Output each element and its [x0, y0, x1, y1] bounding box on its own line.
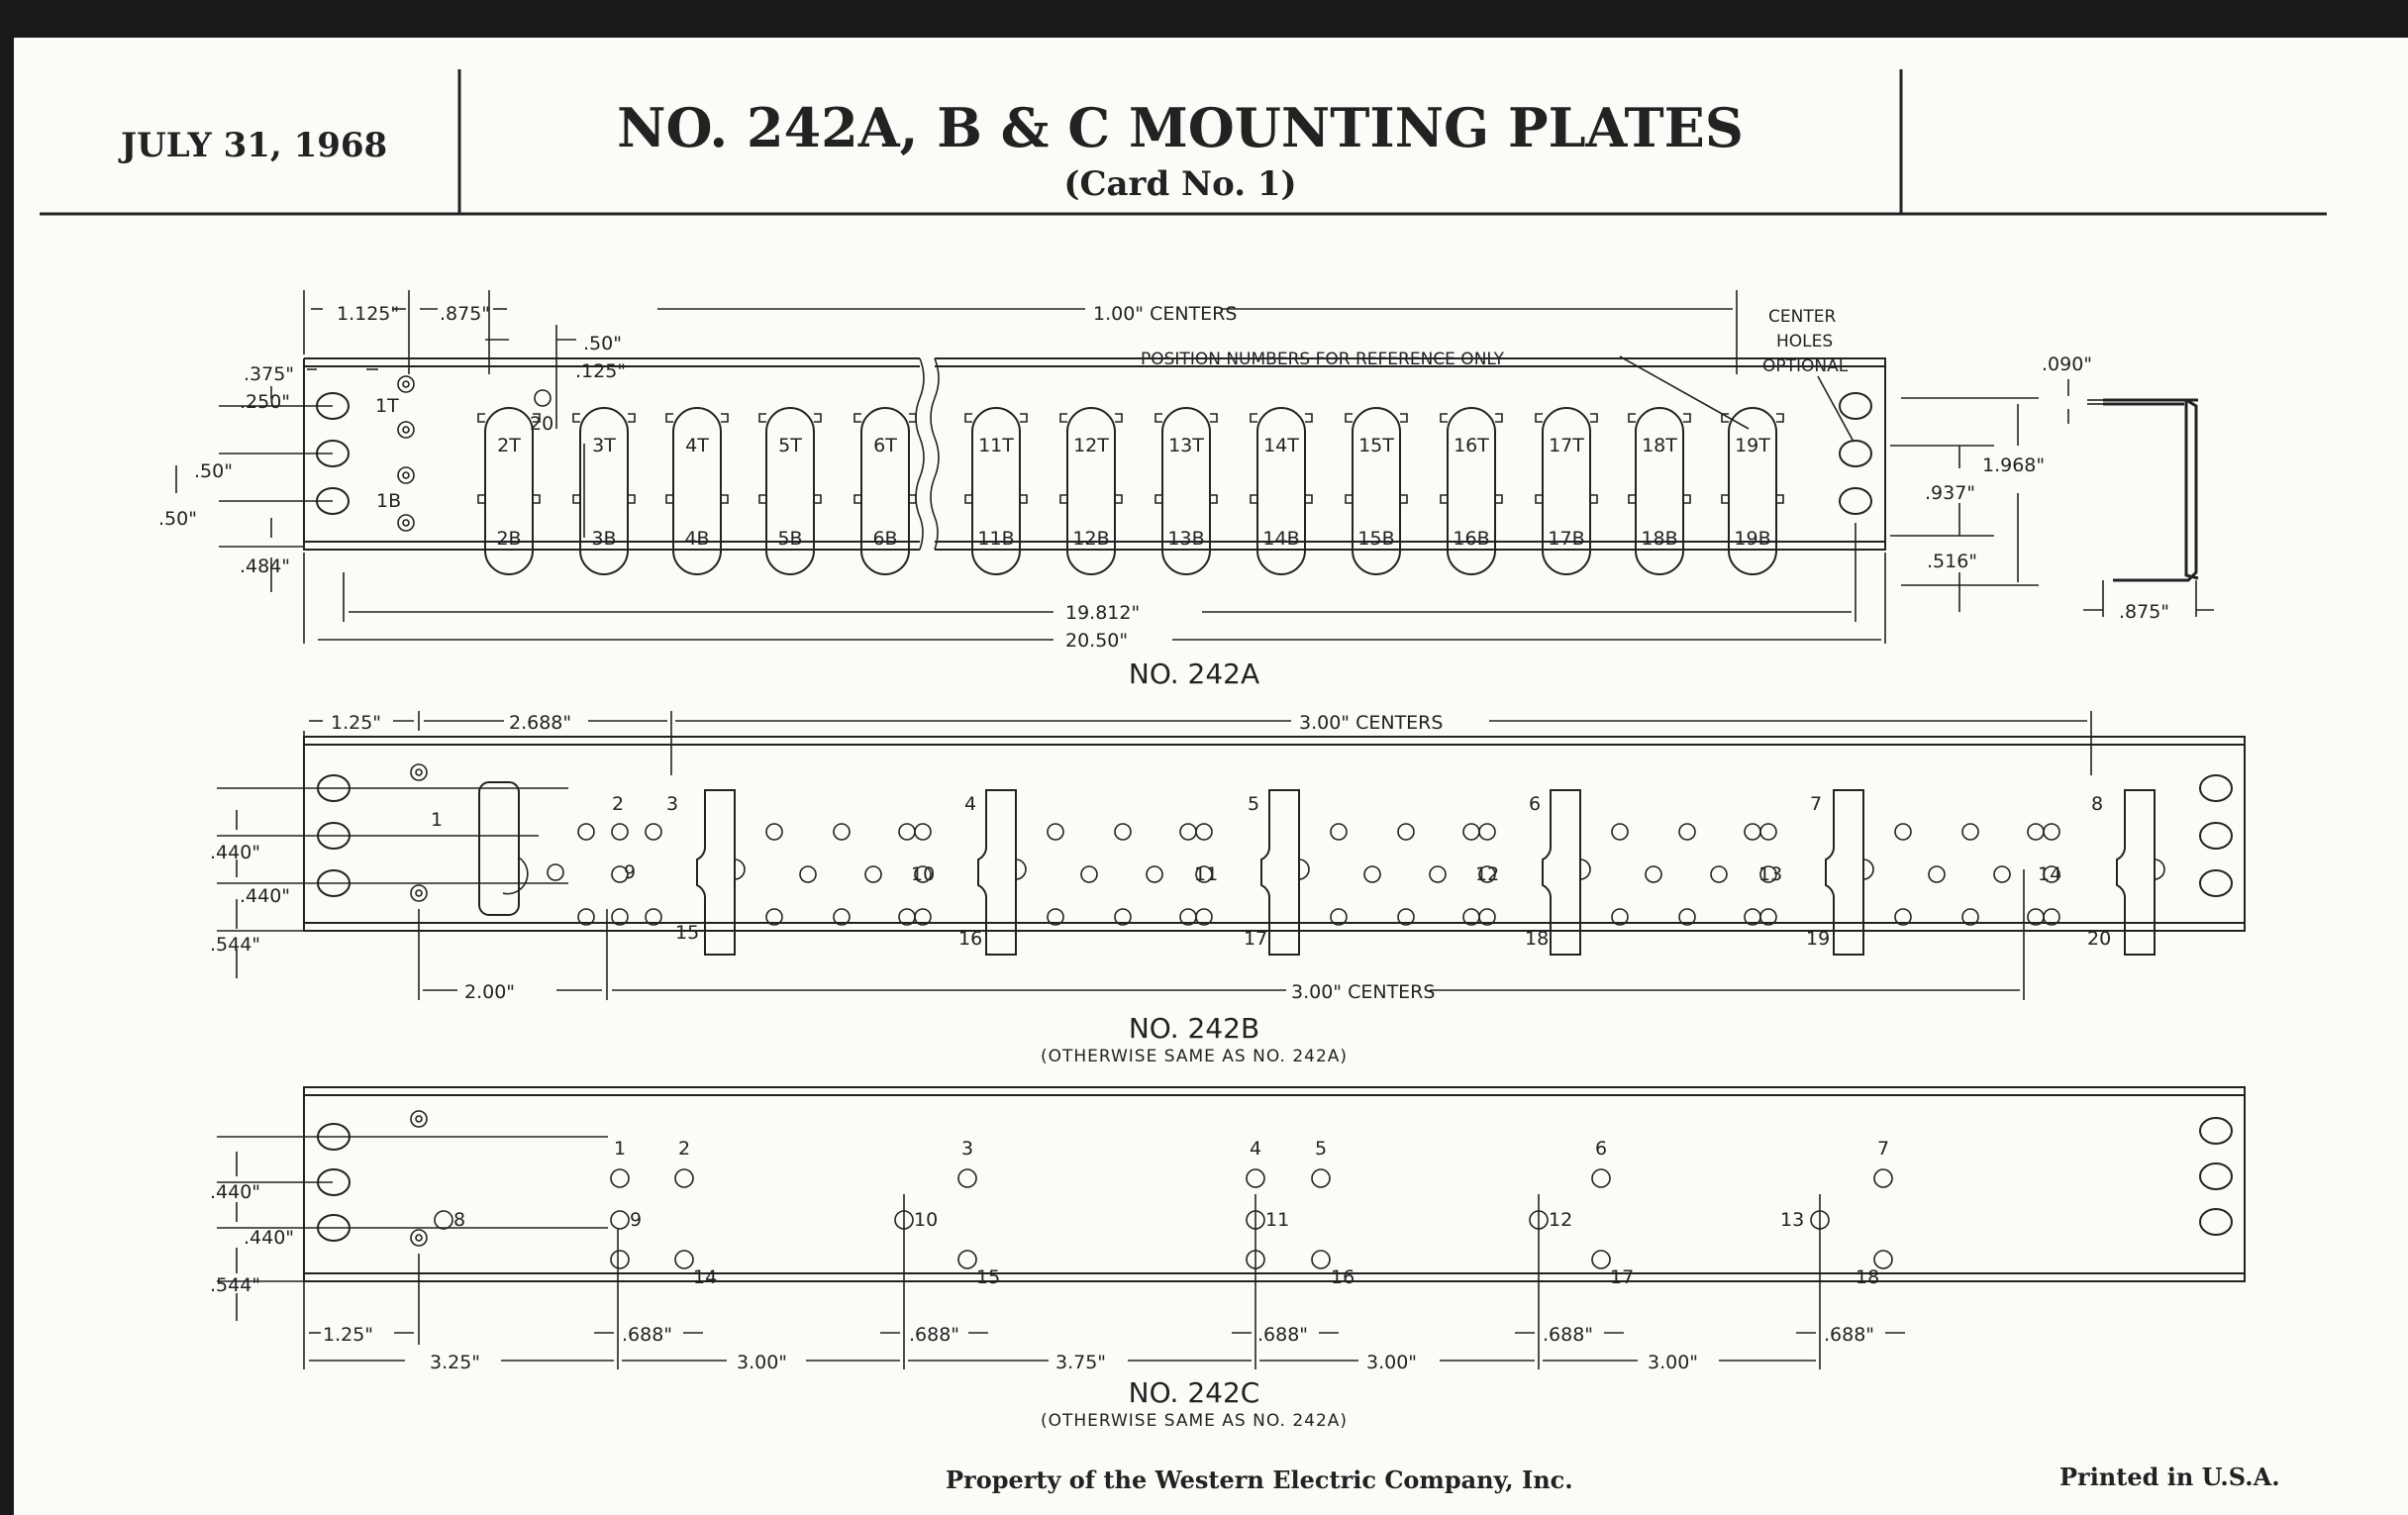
position-1b: 1B: [376, 490, 402, 512]
dim-b-544: .544": [210, 934, 261, 956]
title-block: [40, 69, 2327, 214]
footer-printed: Printed in U.S.A.: [2059, 1463, 2280, 1491]
issue-date: JULY 31, 1968: [121, 126, 388, 165]
hole: [958, 1251, 976, 1268]
hole: [1612, 824, 1628, 840]
hole: [1048, 824, 1063, 840]
drawing-sheet: [14, 38, 2408, 1515]
dim-b-2688: 2.688": [509, 712, 572, 734]
hole: [1398, 824, 1414, 840]
hole-label: 12: [1475, 863, 1500, 885]
slot-label-top: 18T: [1642, 435, 1677, 456]
bracket-bump: [2155, 859, 2164, 879]
dim-c-300-a: 3.00": [737, 1352, 788, 1373]
slot-label-bottom: 18B: [1641, 528, 1678, 550]
card-number: (Card No. 1): [1063, 164, 1297, 204]
unit-first: [479, 782, 661, 925]
slot-label-top: 13T: [1168, 435, 1204, 456]
hole-label: 12: [1549, 1209, 1573, 1231]
hole-label: 8: [453, 1209, 466, 1231]
hole-label: 2: [612, 793, 625, 815]
slot-label-bottom: 6B: [872, 528, 898, 550]
dim-c-440-b: .440": [244, 1227, 295, 1249]
hole-label: 2: [677, 1138, 691, 1160]
slot-notches: [759, 414, 821, 503]
slot-notches: [1441, 414, 1502, 503]
slot-notches: [1060, 414, 1122, 503]
hole: [1895, 824, 1911, 840]
slot-label-bottom: 15B: [1357, 528, 1395, 550]
hole: [1147, 866, 1162, 882]
dim-b-125: 1.25": [331, 712, 382, 734]
hole: [435, 1211, 452, 1229]
dim-b-300-centers: 3.00" CENTERS: [1299, 712, 1444, 734]
dim-19812: 19.812": [1065, 602, 1141, 624]
slot-label-bottom: 3B: [591, 528, 617, 550]
hole-label: 18: [1525, 928, 1550, 950]
hole: [1646, 866, 1661, 882]
slot-label-top: 14T: [1263, 435, 1299, 456]
slot-label-top: 2T: [497, 435, 521, 456]
hole: [1312, 1251, 1330, 1268]
dim-b-300-centers-2: 3.00" CENTERS: [1291, 981, 1436, 1003]
hole: [865, 866, 881, 882]
hole: [1711, 866, 1727, 882]
hole-label: 20: [2087, 928, 2112, 950]
slot-label-top: 6T: [873, 435, 897, 456]
hole-label: 14: [2038, 863, 2062, 885]
hole: [766, 824, 782, 840]
dim-50-b: .50": [158, 508, 197, 530]
slot-label-bottom: 14B: [1262, 528, 1300, 550]
slot-label-bottom: 2B: [496, 528, 522, 550]
dim-b-440-a: .440": [210, 842, 261, 863]
hole: [899, 824, 915, 840]
bracket-bump: [735, 859, 745, 879]
slot-label-bottom: 4B: [684, 528, 710, 550]
dim-100-centers: 1.00" CENTERS: [1093, 303, 1238, 325]
bracket-bump: [1299, 859, 1309, 879]
plate-242b-units: [479, 782, 2164, 955]
plate-242a-studs: [398, 376, 554, 531]
dim-c-300-b: 3.00": [1366, 1352, 1418, 1373]
dim-c-688-c: .688": [1257, 1324, 1309, 1346]
slot-notches: [1722, 414, 1783, 503]
hole-label: 8: [2091, 793, 2104, 815]
hole: [1760, 824, 1776, 840]
plate-242c-end-holes-right: [2200, 1118, 2232, 1235]
hole-label: 7: [1810, 793, 1823, 815]
hole-label: 5: [1248, 793, 1260, 815]
hole-label: 4: [964, 793, 977, 815]
dim-c-688-d: .688": [1543, 1324, 1594, 1346]
plate-242b-dimensions: [217, 711, 2091, 1000]
dim-1125: 1.125": [337, 303, 400, 325]
dim-937: .937": [1925, 482, 1976, 504]
hole-label: 4: [1249, 1138, 1262, 1160]
hole: [1196, 824, 1212, 840]
hole-label: 6: [1529, 793, 1542, 815]
hole: [1364, 866, 1380, 882]
dim-b-200: 2.00": [464, 981, 516, 1003]
hole: [1874, 1169, 1892, 1187]
hole: [958, 1169, 976, 1187]
dim-125: .125": [575, 360, 627, 382]
footer-property: Property of the Western Electric Company, Inc.: [946, 1465, 1573, 1494]
hole: [2044, 824, 2059, 840]
dim-250: .250": [240, 391, 291, 413]
position-1t: 1T: [375, 395, 399, 417]
note-position-numbers: POSITION NUMBERS FOR REFERENCE ONLY: [1141, 350, 1505, 369]
slot-label-top: 4T: [685, 435, 709, 456]
hole: [2028, 824, 2044, 840]
slot-notches: [1155, 414, 1217, 503]
plate-242c-outline: [304, 1087, 2245, 1281]
break-line-right: [931, 358, 939, 550]
slot-label-top: 3T: [592, 435, 616, 456]
dim-484: .484": [240, 556, 291, 577]
dim-2050: 20.50": [1065, 630, 1129, 652]
note-center: CENTER: [1768, 307, 1837, 327]
hole: [1679, 824, 1695, 840]
hole-label: 10: [911, 863, 936, 885]
note-leader-center: [1818, 376, 1854, 442]
plate-242c-studs: [411, 1111, 427, 1246]
dim-c-325: 3.25": [430, 1352, 481, 1373]
hole: [1479, 824, 1495, 840]
bracket-outline: [479, 782, 519, 915]
bracket-curve: [503, 858, 528, 894]
hole-label: 10: [914, 1209, 939, 1231]
hole: [1929, 866, 1945, 882]
position-20: 20: [530, 413, 554, 435]
slot-notches: [666, 414, 728, 503]
slot-label-top: 19T: [1735, 435, 1770, 456]
dim-875-side: .875": [2119, 601, 2170, 623]
plate-242a-end-holes-right: [1840, 393, 1871, 514]
hole: [1312, 1169, 1330, 1187]
hole-label: 1: [613, 1138, 627, 1160]
slot-label-bottom: 13B: [1167, 528, 1205, 550]
hole: [611, 1169, 629, 1187]
hole: [1745, 824, 1760, 840]
slot-notches: [1629, 414, 1690, 503]
slot-notches: [573, 414, 635, 503]
hole-label: 19: [1806, 928, 1831, 950]
plate-242c-dimensions: [217, 1137, 1905, 1369]
hole-label: 18: [1856, 1266, 1880, 1288]
plate-242b: [210, 711, 2245, 1066]
dim-c-544: .544": [210, 1274, 261, 1296]
hole: [611, 1251, 629, 1268]
hole-label: 9: [630, 1209, 643, 1231]
hole: [1081, 866, 1097, 882]
hole-label: 15: [976, 1266, 1001, 1288]
plate-242b-studs: [411, 764, 427, 901]
hole-label: 17: [1610, 1266, 1635, 1288]
hole-label: 6: [1594, 1138, 1608, 1160]
bracket-bump: [1863, 859, 1873, 879]
hole: [1592, 1251, 1610, 1268]
slot-notches: [1251, 414, 1312, 503]
hole-label: 15: [675, 922, 700, 944]
hole: [1463, 824, 1479, 840]
dim-c-688-a: .688": [622, 1324, 673, 1346]
slot-label-bottom: 16B: [1453, 528, 1490, 550]
hole: [800, 866, 816, 882]
hole-label: 16: [1331, 1266, 1355, 1288]
hole: [1331, 824, 1347, 840]
slot-label-top: 11T: [978, 435, 1014, 456]
hole: [1180, 824, 1196, 840]
hole: [1247, 1169, 1264, 1187]
hole: [1592, 1169, 1610, 1187]
hole-label: 3: [666, 793, 679, 815]
slot-label-top: 15T: [1358, 435, 1394, 456]
hole-label: 7: [1876, 1138, 1890, 1160]
hole-label: 9: [624, 861, 637, 883]
dim-375: .375": [244, 363, 295, 385]
slot-label-top: 17T: [1549, 435, 1584, 456]
slot-label-bottom: 11B: [977, 528, 1015, 550]
note-holes: HOLES: [1776, 332, 1834, 352]
dim-875: .875": [440, 303, 491, 325]
plate-242b-outline: [304, 737, 2245, 931]
dim-c-440-a: .440": [210, 1181, 261, 1203]
hole-label: 17: [1244, 928, 1268, 950]
hole: [915, 824, 931, 840]
slot-label-top: 12T: [1073, 435, 1109, 456]
dim-1968: 1.968": [1982, 454, 2046, 476]
plate-242a: [158, 290, 2214, 690]
hole-label: 11: [1194, 863, 1219, 885]
hole: [1115, 824, 1131, 840]
page-title: NO. 242A, B & C MOUNTING PLATES: [617, 96, 1744, 159]
hole: [834, 824, 850, 840]
caption-242b: NO. 242B: [1128, 1012, 1260, 1045]
dim-c-125: 1.25": [323, 1324, 374, 1346]
hole-label: 13: [1758, 863, 1783, 885]
slot-label-bottom: 17B: [1548, 528, 1585, 550]
plate-242c-holes: [435, 1138, 1892, 1288]
subcaption-242b: (OTHERWISE SAME AS NO. 242A): [1040, 1047, 1349, 1066]
hole-label: 11: [1265, 1209, 1290, 1231]
dim-c-688-b: .688": [909, 1324, 960, 1346]
dim-50-a: .50": [194, 460, 233, 482]
hole-label: 16: [958, 928, 983, 950]
slot-label-bottom: 5B: [777, 528, 803, 550]
bracket-bump: [1016, 859, 1026, 879]
plate-242c: [210, 1087, 2245, 1431]
hole-label: 3: [960, 1138, 974, 1160]
plate-242b-end-holes-right: [2200, 775, 2232, 896]
hole-label: 5: [1314, 1138, 1328, 1160]
bracket-bump: [1580, 859, 1590, 879]
slot-label-bottom: 19B: [1734, 528, 1771, 550]
hole-label: 13: [1780, 1209, 1805, 1231]
hole: [675, 1169, 693, 1187]
dim-c-375: 3.75": [1055, 1352, 1107, 1373]
dim-c-300-c: 3.00": [1648, 1352, 1699, 1373]
hole-label: 14: [693, 1266, 718, 1288]
slot-label-top: 5T: [778, 435, 802, 456]
slot-notches: [854, 414, 916, 503]
dim-b-440-b: .440": [240, 885, 291, 907]
plate-242a-dimensions: [176, 290, 1885, 644]
slot-notches: [1346, 414, 1407, 503]
dim-c-688-e: .688": [1824, 1324, 1875, 1346]
engineering-drawing: [14, 38, 2408, 1515]
caption-242a: NO. 242A: [1128, 657, 1260, 690]
note-optional: OPTIONAL: [1762, 356, 1849, 376]
slot-label-bottom: 12B: [1072, 528, 1110, 550]
hole: [1962, 824, 1978, 840]
position-b-1: 1: [431, 809, 444, 831]
slot-notches: [1536, 414, 1597, 503]
hole: [675, 1251, 693, 1268]
dim-516: .516": [1927, 551, 1978, 572]
hole: [611, 1211, 629, 1229]
hole: [1430, 866, 1446, 882]
slot-notches: [965, 414, 1027, 503]
hole: [1994, 866, 2010, 882]
break-line-left: [916, 358, 924, 550]
subcaption-242c: (OTHERWISE SAME AS NO. 242A): [1040, 1411, 1349, 1431]
slot-label-top: 16T: [1454, 435, 1489, 456]
dim-090: .090": [2042, 354, 2093, 375]
caption-242c: NO. 242C: [1128, 1376, 1260, 1409]
dim-50: .50": [583, 333, 622, 354]
